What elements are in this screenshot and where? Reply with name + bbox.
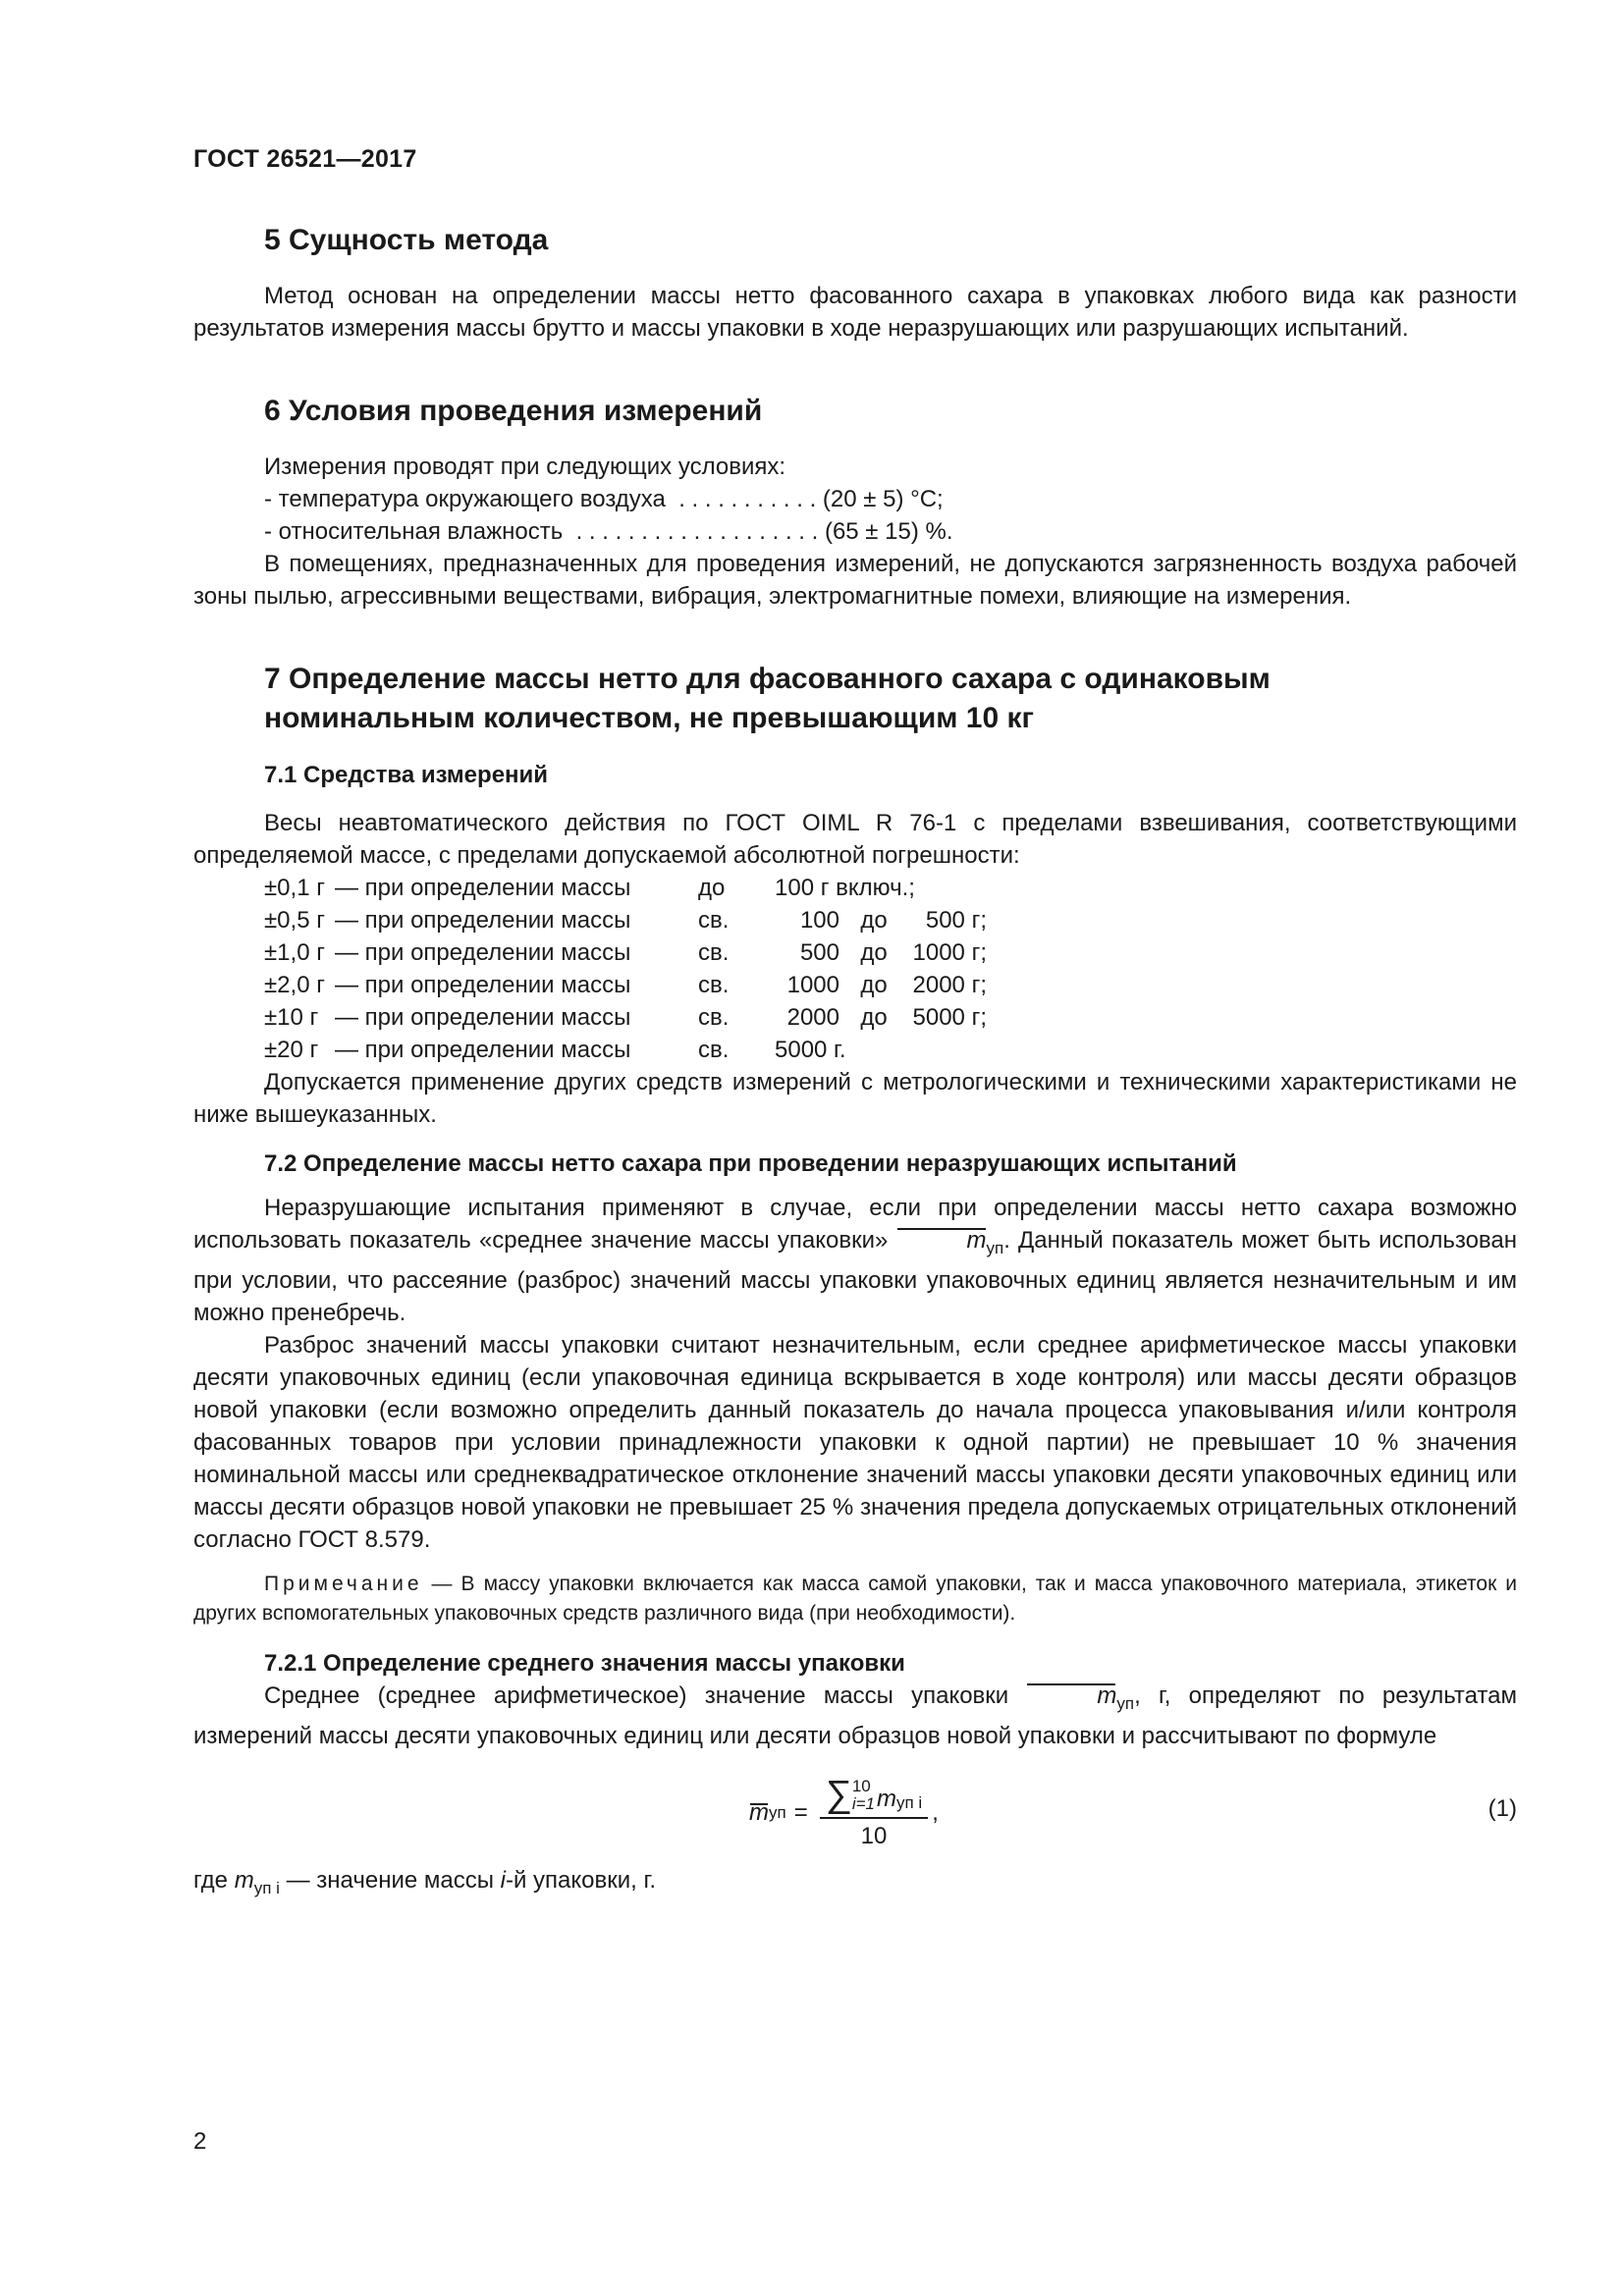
sum-upper-limit: 10 — [851, 1776, 871, 1795]
note-text: — В массу упаковки включается как масса самой упаковки, так и масса упаковочного материала, этикеток и других вспомогательных упаковочных средств различного вида (при необходимости). — [193, 1572, 1517, 1625]
tolerance-cell — [984, 872, 1062, 904]
tolerance-cell: св. — [698, 972, 730, 998]
conditions-intro: Измерения проводят при следующих условиях: — [264, 454, 786, 480]
section-5-title: 5 Сущность метода — [264, 224, 549, 256]
tolerance-cell: 2000 — [786, 1004, 839, 1031]
tolerance-cell: — при определении массы — [335, 907, 631, 934]
standard-designation: ГОСТ 26521—2017 — [193, 145, 417, 173]
tolerance-cell: — при определении массы — [335, 972, 631, 998]
tolerance-cell: — при определении массы — [335, 939, 631, 966]
section-6 — [193, 392, 1517, 613]
tolerance-cell: — при определении массы — [335, 875, 631, 901]
formula-lhs-symbol: m — [749, 1798, 769, 1826]
tolerance-row — [264, 872, 1517, 904]
section-5-text: Метод основан на определении массы нетто фасованного сахара в упаковках любого вида как разности результатов измерения массы брутто и массы упаковки в ходе неразрушающих или разрушающих испытаний. — [193, 283, 1517, 342]
equation-number: (1) — [1488, 1794, 1517, 1822]
subsection-7-1-title: 7.1 Средства измерений — [264, 762, 549, 788]
tolerance-cell: 2000 г; — [912, 972, 987, 998]
mean-mass-symbol-2: m — [1026, 1680, 1116, 1712]
formula-fraction: ∑ 10 i=1 m уп i 10 — [820, 1776, 928, 1850]
tolerance-cell — [915, 1034, 994, 1066]
subsection-7-1-intro: Весы неавтоматического действия по ГОСТ OIML R 76-1 с пределами взвешивания, соответствующими определяемой массе, с пределами допускаемой абсолютной погрешности: — [193, 810, 1517, 869]
subsection-7-2-p2: Разброс значений массы упаковки считают незначительным, если среднее арифметическое массы упаковки десяти упаковочных единиц (если упаковочная единица вскрывается в ходе контроля) или массы десяти образцов новой упаковки (если возможно определить данный показатель до начала процесса упаковывания и/или контроля фасованных товаров при условии принадлежности упаковки к одной партии) не превышает 10 % значения номинальной массы или среднеквадратическое отклонение значений массы упаковки десяти упаковочных единиц или массы десяти образцов новой упаковки не превышает 25 % значения предела допускаемых отрицательных отклонений согласно ГОСТ 8.579. — [193, 1331, 1517, 1553]
where-clause: где $m_{уп i}$ — значение массы i-й упаковки, г. — [193, 1866, 656, 1897]
formula-denominator: 10 — [860, 1822, 888, 1849]
tolerance-cell: 1000 — [786, 972, 839, 998]
condition-humidity: - относительная влажность . . . . . . . . . . . . . . . . . . . (65 ± 15) %. — [264, 518, 953, 545]
subsection-7-2-title: 7.2 Определение массы нетто сахара при проведении неразрушающих испытаний — [264, 1150, 1237, 1177]
tolerance-cell: св. — [698, 1004, 730, 1031]
tolerance-cell: св. — [698, 907, 730, 934]
tolerance-row — [264, 904, 1517, 936]
tolerance-list — [193, 872, 1517, 1066]
sum-term-subscript: уп i — [896, 1792, 923, 1812]
tolerance-cell — [915, 872, 984, 904]
section-6-text: В помещениях, предназначенных для проведения измерений, не допускаются загрязненность воздуха рабочей зоны пылью, агрессивными веществами, вибрация, электромагнитные помехи, влияющие на измерения. — [193, 551, 1517, 610]
tolerance-cell: ±1,0 г — [264, 939, 325, 966]
tolerance-cell: ±2,0 г — [264, 972, 325, 998]
tolerance-cell: ±0,1 г — [264, 875, 325, 901]
tolerance-row — [264, 936, 1517, 969]
mean-mass-symbol: m — [896, 1224, 987, 1256]
tolerance-cell — [846, 1034, 915, 1066]
formula-body: m уп = ∑ 10 i=1 m уп i 10 , — [749, 1773, 939, 1849]
subsection-7-2-1-p1: Среднее (среднее арифметическое) значение массы упаковки $m_{уп}$, г, определяют по результатам измерений массы десяти упаковочных единиц или десяти образцов новой упаковки и рассчитывают по формуле — [193, 1680, 1517, 1752]
note-label: Примечание — [264, 1572, 423, 1595]
tolerance-row — [264, 1001, 1517, 1034]
tolerance-cell: до — [860, 939, 888, 966]
tolerance-cell: ±0,5 г — [264, 907, 325, 934]
tolerance-cell: 5000 г; — [912, 1004, 987, 1031]
note — [193, 1570, 1517, 1629]
tolerance-cell: до — [860, 907, 888, 934]
section-6-title: 6 Условия проведения измерений — [264, 395, 763, 427]
section-5 — [193, 221, 1517, 345]
tolerance-cell: до — [698, 875, 726, 901]
tolerance-cell: св. — [698, 1037, 730, 1063]
section-7 — [193, 660, 1517, 1903]
document-page — [193, 145, 1517, 1903]
tolerance-cell: 500 — [799, 939, 839, 966]
tolerance-cell: до — [860, 972, 888, 998]
sigma-icon: ∑ — [825, 1773, 852, 1815]
tolerance-row — [264, 969, 1517, 1001]
subsection-7-2-1-title: 7.2.1 Определение среднего значения массы упаковки — [264, 1649, 905, 1677]
tolerance-cell: 5000 г. — [775, 1037, 846, 1063]
sum-lower-limit: i=1 — [851, 1793, 875, 1813]
subsection-7-2-p1: Неразрушающие испытания применяют в случае, если при определении массы нетто сахара возможно использовать показатель «среднее значение массы упаковки» $m_{уп}$. Данный показатель может быть использован при условии, что рассеяние (разброс) значений массы упаковки упаковочных единиц является незначительным и им можно пренебречь. — [193, 1195, 1518, 1326]
page-number: 2 — [193, 2128, 207, 2155]
condition-temperature: - температура окружающего воздуха . . . . . . . . . . . (20 ± 5) °С; — [264, 486, 944, 512]
tolerance-cell: ±10 г — [264, 1004, 319, 1031]
tolerance-cell: до — [860, 1004, 888, 1031]
tolerance-cell: 1000 г; — [912, 939, 987, 966]
formula-1 — [193, 1762, 1517, 1864]
section-7-title-line2: номинальным количеством, не превышающим 10 кг — [264, 702, 1035, 734]
tolerance-cell: 100 — [799, 907, 839, 934]
tolerance-cell: 100 г включ.; — [775, 875, 915, 901]
tolerance-row — [264, 1034, 1517, 1066]
tolerance-cell: ±20 г — [264, 1037, 319, 1063]
section-7-title-line1: 7 Определение массы нетто для фасованного сахара с одинаковым — [264, 663, 1271, 695]
section-7-title — [264, 660, 1517, 738]
subsection-7-1-outro: Допускается применение других средств измерений с метрологическими и техническими характеристиками не ниже вышеуказанных. — [193, 1069, 1517, 1128]
tolerance-cell: — при определении массы — [335, 1037, 631, 1063]
tolerance-cell: св. — [698, 939, 730, 966]
tolerance-cell: 500 г; — [925, 907, 987, 934]
tolerance-cell: — при определении массы — [335, 1004, 631, 1031]
